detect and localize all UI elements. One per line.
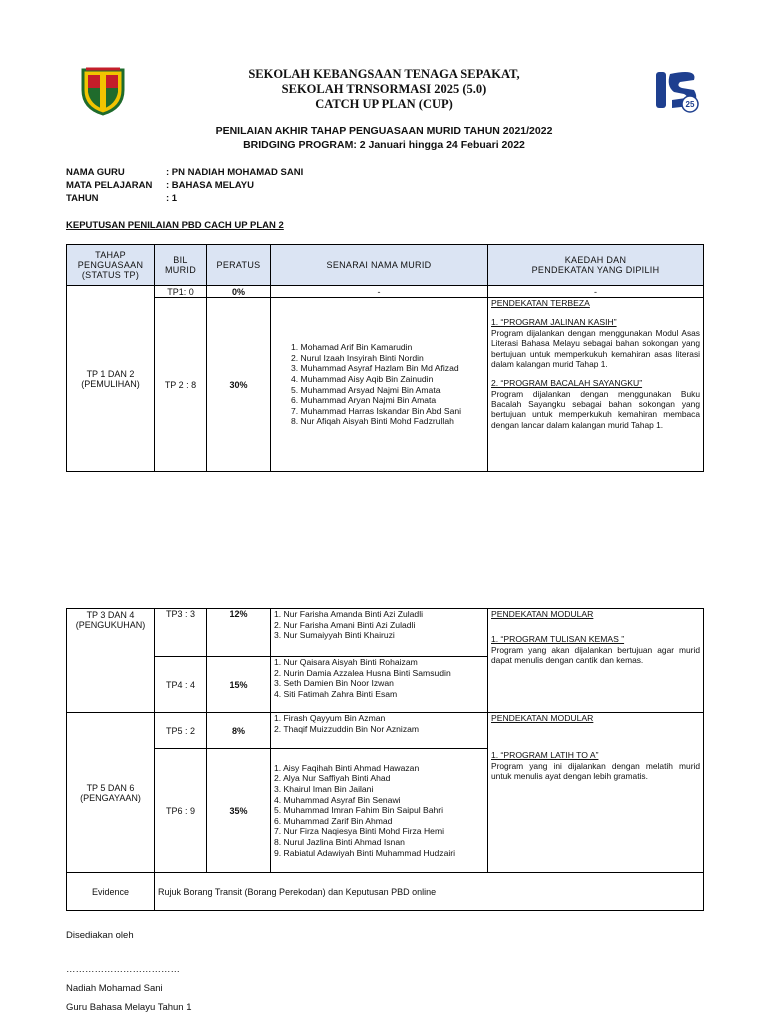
info-value-year: : 1 <box>166 193 178 204</box>
list-item: 2. Nurul Izaah Insyirah Binti Nordin <box>291 352 424 363</box>
tp3-student-list <box>271 609 488 657</box>
info-value-guru: : PN NADIAH MOHAMAD SANI <box>166 167 304 178</box>
list-item: 5. Muhammad Imran Fahim Bin Saipul Bahri <box>274 805 444 816</box>
list-item: 1. Aisy Faqihah Binti Ahmad Hawazan <box>274 762 420 773</box>
header-peratus: PERATUS <box>207 245 271 286</box>
tp1-senarai: - <box>271 286 488 298</box>
assessment-title: PENILAIAN AKHIR TAHAP PENGUASAAN MURID TAHUN 2021/2022 <box>215 125 553 137</box>
program-2-title: 2. “PROGRAM BACALAH SAYANGKU” <box>491 377 643 388</box>
table-row <box>67 286 704 298</box>
prepared-by-label: Disediakan oleh <box>66 930 134 941</box>
list-item: 7. Nur Firza Naqiesya Binti Mohd Firza Hemi <box>274 826 445 837</box>
kaedah-tp34-program-title: 1. “PROGRAM TULISAN KEMAS ” <box>491 634 625 644</box>
section-title: KEPUTUSAN PENILAIAN PBD CACH UP PLAN 2 <box>66 220 284 231</box>
tp2-peratus: 30% <box>207 298 271 472</box>
list-item: 4. Siti Fatimah Zahra Binti Esam <box>274 688 398 699</box>
table-header-row <box>67 245 704 286</box>
header-senarai: SENARAI NAMA MURID <box>271 245 488 286</box>
tp2-kaedah <box>488 298 704 472</box>
signature-dots: ……………………………… <box>66 964 180 975</box>
tp6-peratus: 35% <box>207 749 271 873</box>
pbd-table-1 <box>66 244 704 472</box>
kaedah-tp34-title: PENDEKATAN MODULAR <box>491 609 594 619</box>
tp2-bil: TP 2 : 8 <box>155 298 207 472</box>
bridging-title: BRIDGING PROGRAM: 2 Januari hingga 24 Febuari 2022 <box>243 139 525 151</box>
teacher-name: Nadiah Mohamad Sani <box>66 983 163 994</box>
teacher-role: Guru Bahasa Melayu Tahun 1 <box>66 1002 192 1013</box>
info-label-subject: MATA PELAJARAN <box>66 180 153 191</box>
tp2-student-list <box>271 298 488 472</box>
group-label-tp34: TP 3 DAN 4 (PENGUKUHAN) <box>67 609 155 713</box>
school-title: SEKOLAH KEBANGSAAN TENAGA SEPAKAT, <box>248 67 520 81</box>
group-label-tp56: TP 5 DAN 6 (PENGAYAAN) <box>67 713 155 873</box>
tp1-bil: TP1: 0 <box>155 286 207 298</box>
list-item: 5. Muhammad Arsyad Najmi Bin Amata <box>291 384 441 395</box>
header-bil: BIL MURID <box>155 245 207 286</box>
tp5-bil: TP5 : 2 <box>155 713 207 749</box>
list-item: 2. Nur Farisha Amani Binti Azi Zuladli <box>274 619 416 630</box>
tp3-bil: TP3 : 3 <box>155 609 207 657</box>
header-kaedah <box>488 245 704 286</box>
list-item: 3. Khairul Iman Bin Jailani <box>274 784 374 795</box>
table-row <box>67 873 704 911</box>
plan-title: CATCH UP PLAN (CUP) <box>315 97 453 111</box>
tp5-student-list <box>271 713 488 749</box>
kaedah-tp56-program-title: 1. “PROGRAM LATIH TO A” <box>491 750 599 760</box>
list-item: 3. Nur Sumaiyyah Binti Khairuzi <box>274 630 395 641</box>
tp6-bil: TP6 : 9 <box>155 749 207 873</box>
list-item: 7. Muhammad Harras Iskandar Bin Abd Sani <box>291 405 462 416</box>
header-kaedah-line1: KAEDAH DAN <box>564 255 627 265</box>
evidence-label: Evidence <box>67 873 155 911</box>
tp1-kaedah: - <box>488 286 704 298</box>
program-2-desc: Program dijalankan dengan menggunakan Buku Bacalah Sayangku sebagai bahan sokongan yang bertujuan untuk memperkukuh kemahiran membaca dengan lancar dalam kalangan murid Tahap 1. <box>491 388 700 430</box>
list-item: 8. Nurul Jazlina Binti Ahmad Isnan <box>274 836 405 847</box>
info-value-subject: : BAHASA MELAYU <box>166 180 254 191</box>
pbd-table-2 <box>66 608 704 911</box>
kaedah-tp56-title: PENDEKATAN MODULAR <box>491 713 594 723</box>
kaedah-tp34-program-desc: Program yang akan dijalankan bertujuan agar murid dapat menulis dengan cantik dan kemas. <box>491 645 700 666</box>
tp6-student-list <box>271 749 488 873</box>
tp5-peratus: 8% <box>207 713 271 749</box>
list-item: 1. Nur Qaisara Aisyah Binti Rohaizam <box>274 657 418 667</box>
list-item: 9. Rabiatul Adawiyah Binti Muhammad Hudzairi <box>274 847 456 858</box>
kaedah-tp56-program-desc: Program yang ini dijalankan dengan melatih murid untuk menulis ayat dengan lebih gramatis. <box>491 761 700 782</box>
list-item: 1. Nur Farisha Amanda Binti Azi Zuladli <box>274 609 424 619</box>
program-title: SEKOLAH TRNSORMASI 2025 (5.0) <box>281 82 487 96</box>
kaedah-title: PENDEKATAN TERBEZA <box>491 298 590 308</box>
list-item: 8. Nur Afiqah Aisyah Binti Mohd Fadzrullah <box>291 416 454 427</box>
list-item: 6. Muhammad Aryan Najmi Bin Amata <box>291 395 437 406</box>
info-label-year: TAHUN <box>66 193 99 204</box>
kaedah-tp56 <box>488 713 704 873</box>
group-label-tp12: TP 1 DAN 2 (PEMULIHAN) <box>67 286 155 472</box>
tp4-student-list <box>271 657 488 713</box>
tp1-peratus: 0% <box>207 286 271 298</box>
program-1-desc: Program dijalankan dengan menggunakan Modul Asas Literasi Bahasa Melayu sebagai bahan sokongan yang bertujuan untuk memperkukuh kemahiran asas literasi dalam kalangan murid Tahap 1. <box>491 328 700 370</box>
tp4-bil: TP4 : 4 <box>155 657 207 713</box>
list-item: 4. Muhammad Asyraf Bin Senawi <box>274 794 401 805</box>
kaedah-tp34 <box>488 609 704 713</box>
list-item: 3. Seth Damien Bin Noor Izwan <box>274 678 394 689</box>
list-item: 1. Firash Qayyum Bin Azman <box>274 713 386 723</box>
list-item: 6. Muhammad Zarif Bin Ahmad <box>274 815 393 826</box>
logo-25-text: 25 <box>685 100 695 109</box>
program-1-title: 1. “PROGRAM JALINAN KASIH” <box>491 317 617 327</box>
evidence-text: Rujuk Borang Transit (Borang Perekodan) dan Keputusan PBD online <box>155 873 704 911</box>
header-kaedah-line2: PENDEKATAN YANG DIPILIH <box>531 265 660 275</box>
info-label-guru: NAMA GURU <box>66 167 125 178</box>
tp4-peratus: 15% <box>207 657 271 713</box>
list-item: 2. Thaqif Muizzuddin Bin Nor Aznizam <box>274 723 420 734</box>
table-row <box>67 298 704 472</box>
list-item: 2. Alya Nur Saffiyah Binti Ahad <box>274 773 391 784</box>
tp3-peratus: 12% <box>207 609 271 657</box>
table-row <box>67 713 704 749</box>
list-item: 4. Muhammad Aisy Aqib Bin Zainudin <box>291 373 434 384</box>
list-item: 2. Nurin Damia Azzalea Husna Binti Samsudin <box>274 667 451 678</box>
list-item: 1. Mohamad Arif Bin Kamarudin <box>291 342 413 353</box>
list-item: 3. Muhammad Asyraf Hazlam Bin Md Afizad <box>291 363 459 374</box>
header-tahap: TAHAP PENGUASAAN (STATUS TP) <box>67 245 155 286</box>
table-row <box>67 609 704 657</box>
